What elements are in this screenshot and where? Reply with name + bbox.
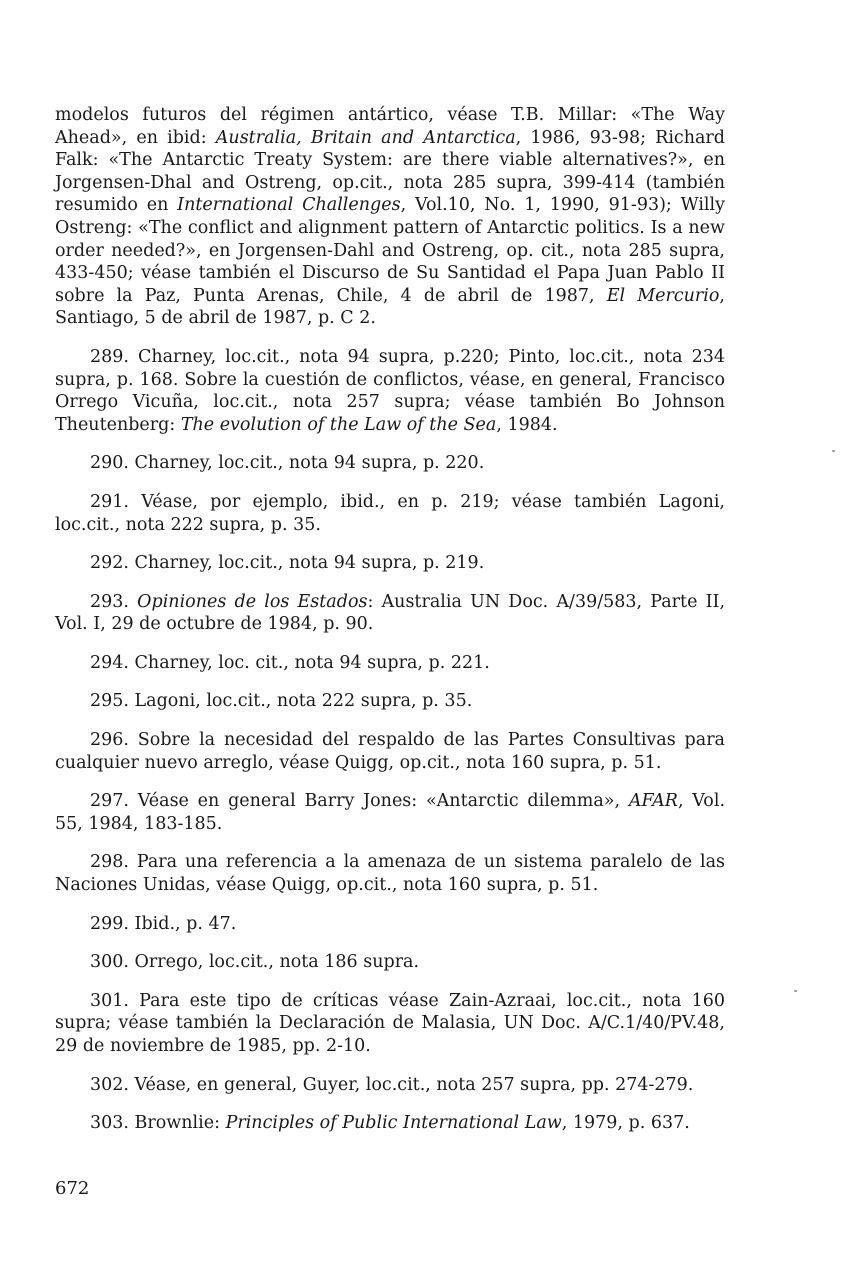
footnote-text: , Vol.10, No. 1, 1990, 91-93); Willy Ostreng: «The conflict and alignment pattern of Antarctic politics. Is a new order needed?», en Jorgensen-Dahl and Ostreng, op. cit., nota 285 supra, 433-450; véase también el Discurso de Su Santidad el Papa Juan Pablo II sobre la Paz, Punta Arenas, Chile, 4 de abril de 1987, <box>55 195 725 306</box>
footnote-text: : Australia UN Doc. A/39/583, Parte II, Vol. I, 29 de octubre de 1984, p. 90. <box>55 591 726 635</box>
footnote-298 <box>55 851 725 896</box>
footnote-text: , 1986, 93-98; Richard Falk: «The Antarctic Treaty System: are there viable alternatives?», en Jorgensen-Dhal and Ostreng, op.cit., nota 285 supra, 399-414 (también resumido en <box>55 127 725 216</box>
footnote-text: , Vol. 55, 1984, 183-185. <box>55 791 726 834</box>
footnote-292 <box>55 552 725 575</box>
footnote-291 <box>55 491 725 536</box>
footnote-296 <box>55 729 725 774</box>
footnote-text: 292. Charney, loc.cit., nota 94 supra, p. 219. <box>90 553 485 574</box>
footnotes-block <box>55 104 725 1135</box>
footnote-text: 297. Véase en general Barry Jones: «Antarctic dilemma», <box>90 791 629 812</box>
footnote-text: 298. Para una referencia a la amenaza de un sistema paralelo de las Naciones Unidas, véase Quigg, op.cit., nota 160 supra, p. 51. <box>55 852 725 896</box>
italic-title: AFAR <box>628 791 678 812</box>
footnote-text: 289. Charney, loc.cit., nota 94 supra, p.220; Pinto, loc.cit., nota 234 supra, p. 168. Sobre la cuestión de conflictos, véase, en general, Francisco Orrego Vicuña, loc.cit., nota 257 supra; véase también Bo Johnson Theutenberg: <box>55 346 725 435</box>
italic-title: The evolution of the Law of the Sea <box>180 414 497 435</box>
footnote-text: 299. Ibid., p. 47. <box>90 913 237 934</box>
italic-title: Australia, Britain and Antarctica <box>215 127 516 148</box>
footnote-text: 290. Charney, loc.cit., nota 94 supra, p. 220. <box>90 453 485 474</box>
footnote-text: 291. Véase, por ejemplo, ibid., en p. 219; véase también Lagoni, loc.cit., nota 222 supra, p. 35. <box>55 491 725 535</box>
footnote-293 <box>55 591 725 636</box>
footnote-text: modelos futuros del régimen antártico, véase T.B. Millar: «The Way Ahead», en ibid: <box>55 105 725 148</box>
page-number: 672 <box>55 1178 90 1199</box>
continued-footnote <box>55 104 725 330</box>
footnote-290 <box>55 452 725 475</box>
footnote-text: 293. <box>90 591 138 612</box>
italic-title: Opiniones de los Estados <box>137 591 368 612</box>
footnote-297 <box>55 790 725 835</box>
footnote-text: 295. Lagoni, loc.cit., nota 222 supra, p. 35. <box>90 691 473 712</box>
footnote-302 <box>55 1074 725 1097</box>
footnote-text: , 1979, p. 637. <box>561 1113 690 1134</box>
footnote-295 <box>55 690 725 713</box>
footnote-text: 294. Charney, loc. cit., nota 94 supra, p. 221. <box>90 652 490 673</box>
scan-speck <box>832 450 835 452</box>
footnote-303 <box>55 1112 725 1135</box>
italic-title: International Challenges <box>177 195 401 216</box>
italic-title: Principles of Public International Law <box>225 1113 562 1134</box>
footnote-text: 300. Orrego, loc.cit., nota 186 supra. <box>90 952 420 973</box>
scan-speck <box>794 990 797 992</box>
italic-title: El Mercurio <box>606 285 720 306</box>
footnote-299 <box>55 913 725 936</box>
footnote-text: 301. Para este tipo de críticas véase Zain-Azraai, loc.cit., nota 160 supra; véase también la Declaración de Malasia, UN Doc. A/C.1/40/PV.48, 29 de noviembre de 1985, pp. 2-10. <box>55 990 725 1056</box>
footnote-301 <box>55 990 725 1058</box>
footnote-294 <box>55 652 725 675</box>
footnote-text: 296. Sobre la necesidad del respaldo de las Partes Consultivas para cualquier nuevo arreglo, véase Quigg, op.cit., nota 160 supra, p. 51. <box>55 730 725 773</box>
footnote-289 <box>55 346 725 436</box>
footnote-text: , Santiago, 5 de abril de 1987, p. C 2. <box>55 285 725 329</box>
footnote-300 <box>55 951 725 974</box>
footnote-text: 302. Véase, en general, Guyer, loc.cit., nota 257 supra, pp. 274-279. <box>90 1074 694 1095</box>
footnote-text: 303. Brownlie: <box>90 1113 226 1134</box>
footnote-text: , 1984. <box>496 414 558 435</box>
